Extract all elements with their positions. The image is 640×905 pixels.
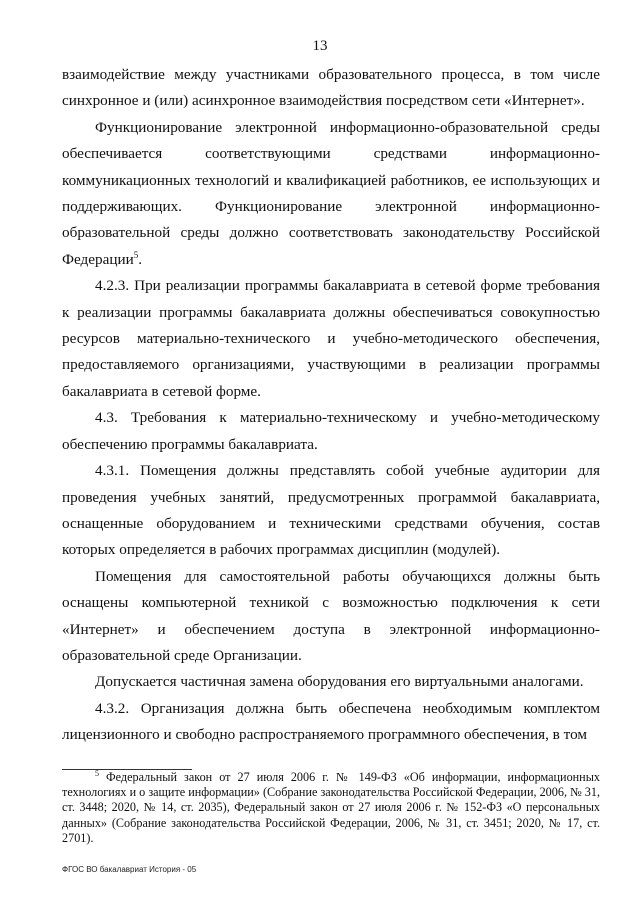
paragraph: Помещения для самостоятельной работы обучающихся должны быть оснащены компьютерной техникой с возможностью подключения к сети «Интернет» и обеспечением доступа в электронной информационно-образовательной среде Организации. [62,567,600,664]
paragraph-end: . [138,250,143,268]
footnote [62,770,600,846]
paragraph: 4.3.1. Помещения должны представлять собой учебные аудитории для проведения учебных занятий, предусмотренных программой бакалавриата, оснащенные оборудованием и техническими средствами обучения, состав которых определяется в рабочих программах дисциплин (модулей). [62,462,600,559]
footnote-reference[interactable]: 5 [133,249,139,260]
paragraph: взаимодействие между участниками образовательного процесса, в том числе синхронное и (или) асинхронное взаимодействия посредством сети «Интернет». [62,66,600,110]
paragraph-text: Функционирование электронной информационно-образовательной среды обеспечивается соответствующими средствами информационно-коммуникационных технологий и квалификацией работников, ее использующих и поддерживающих. Функционирование электронной информационно-образовательной среды должно соответствовать законодательству Российской Федерации [62,118,600,268]
main-text [62,62,600,749]
paragraph-with-footnote [62,115,600,273]
page-number: 13 [312,38,328,54]
paragraph: Допускается частичная замена оборудования его виртуальными аналогами. [95,673,584,691]
paragraph: 4.2.3. При реализации программы бакалавриата в сетевой форме требования к реализации программы бакалавриата должны обеспечиваться совокупностью ресурсов материально-технического и учебно-методического обеспечения, предоставляемого организациями, участвующими в реализации программы бакалавриата в сетевой форме. [62,277,600,400]
paragraph: 4.3.2. Организация должна быть обеспечена необходимым комплектом лицензионного и свободно распространяемого программного обеспечения, в том [62,699,600,744]
footnote-marker: 5 [95,768,99,778]
footnote-text: Федеральный закон от 27 июля 2006 г. № 149-ФЗ «Об информации, информационных технологиях и о защите информации» (Собрание законодательства Российской Федерации, 2006, № 31, ст. 3448; 2020, № 14, ст. 2035), Федеральный закон от 27 июля 2006 г. № 152-ФЗ «О персональных данных» (Собрание законодательства Российской Федерации, 2006, № 31, ст. 3451; 2020, № 17, ст. 2701). [62,770,600,845]
paragraph: 4.3. Требования к материально-техническому и учебно-методическому обеспечению программы бакалавриата. [62,409,600,453]
document-footer: ФГОС ВО бакалавриат История - 05 [62,865,197,874]
